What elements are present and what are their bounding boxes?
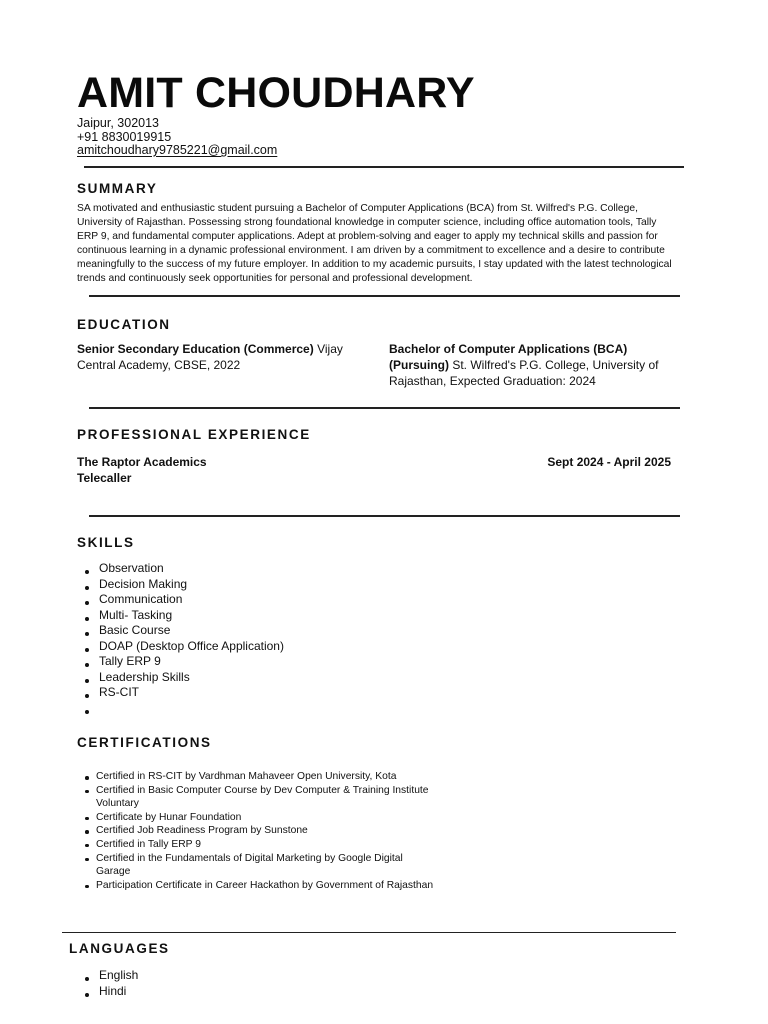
list-item: Basic Course [77, 623, 284, 639]
education-item-1 [77, 341, 367, 373]
list-item: RS-CIT [77, 685, 284, 701]
education-degree: Senior Secondary Education (Commerce) [77, 342, 314, 356]
divider [89, 407, 680, 409]
experience-role: Telecaller [77, 471, 132, 485]
list-item: Multi- Tasking [77, 608, 284, 624]
summary-heading: SUMMARY [77, 181, 158, 196]
list-item: Certified in RS-CIT by Vardhman Mahaveer Open University, Kota [77, 770, 437, 784]
education-details: St. Wilfred's P.G. College, University of Rajasthan, Expected Graduation: 2024 [389, 358, 659, 388]
divider [84, 166, 684, 168]
list-item: Certified Job Readiness Program by Sunstone [77, 824, 437, 838]
list-item: Hindi [77, 984, 138, 1000]
location-text: Jaipur, 302013 [77, 116, 160, 130]
education-degree: Bachelor of Computer Applications (BCA) (Pursuing) [389, 342, 628, 372]
list-item: Certified in Basic Computer Course by Dev Computer & Training Institute Voluntary [77, 784, 437, 811]
experience-company: The Raptor Academics [77, 455, 207, 469]
list-item: Certified in Tally ERP 9 [77, 838, 437, 852]
empty-bullet [77, 701, 284, 713]
divider [62, 932, 676, 933]
list-item: Participation Certificate in Career Hackathon by Government of Rajasthan [77, 879, 437, 893]
list-item: Certificate by Hunar Foundation [77, 811, 437, 825]
list-item: Communication [77, 592, 284, 608]
list-item: Observation [77, 561, 284, 577]
list-item: English [77, 968, 138, 984]
skills-heading: SKILLS [77, 535, 135, 550]
languages-list [77, 968, 138, 999]
divider [89, 515, 680, 517]
experience-dates: Sept 2024 - April 2025 [547, 455, 671, 469]
summary-text: SA motivated and enthusiastic student pursuing a Bachelor of Computer Applications (BCA) from St. Wilfred's P.G. College, University of Rajasthan. Possessing strong foundational knowledge in computer science, including office automation tools, Tally ERP 9, and fundamental computer applications. Adept at problem-solving and eager to apply my technical skills and passion for continuous learning in a dynamic professional environment. I am driven by a commitment to excellence and a desire to contribute meaningfully to the success of my future employer. In addition to my academic pursuits, I stay updated with the latest technological trends and continuously seek opportunities for personal and professional development. [77, 203, 672, 284]
candidate-name: AMIT CHOUDHARY [77, 69, 475, 117]
certifications-heading: CERTIFICATIONS [77, 735, 212, 750]
divider [89, 295, 680, 297]
list-item: DOAP (Desktop Office Application) [77, 639, 284, 655]
list-item: Certified in the Fundamentals of Digital Marketing by Google Digital Garage [77, 852, 437, 879]
education-heading: EDUCATION [77, 317, 171, 332]
list-item: Leadership Skills [77, 670, 284, 686]
contact-block [77, 117, 277, 158]
education-item-2 [389, 341, 679, 389]
experience-heading: PROFESSIONAL EXPERIENCE [77, 427, 311, 442]
languages-heading: LANGUAGES [69, 941, 170, 956]
skills-list [77, 561, 284, 713]
list-item: Tally ERP 9 [77, 654, 284, 670]
education-details: Vijay Central Academy, CBSE, 2022 [77, 342, 343, 372]
list-item: Decision Making [77, 577, 284, 593]
phone-text: +91 8830019915 [77, 129, 172, 144]
certifications-list [77, 770, 437, 892]
email-link[interactable]: amitchoudhary9785221@gmail.com [77, 143, 278, 157]
